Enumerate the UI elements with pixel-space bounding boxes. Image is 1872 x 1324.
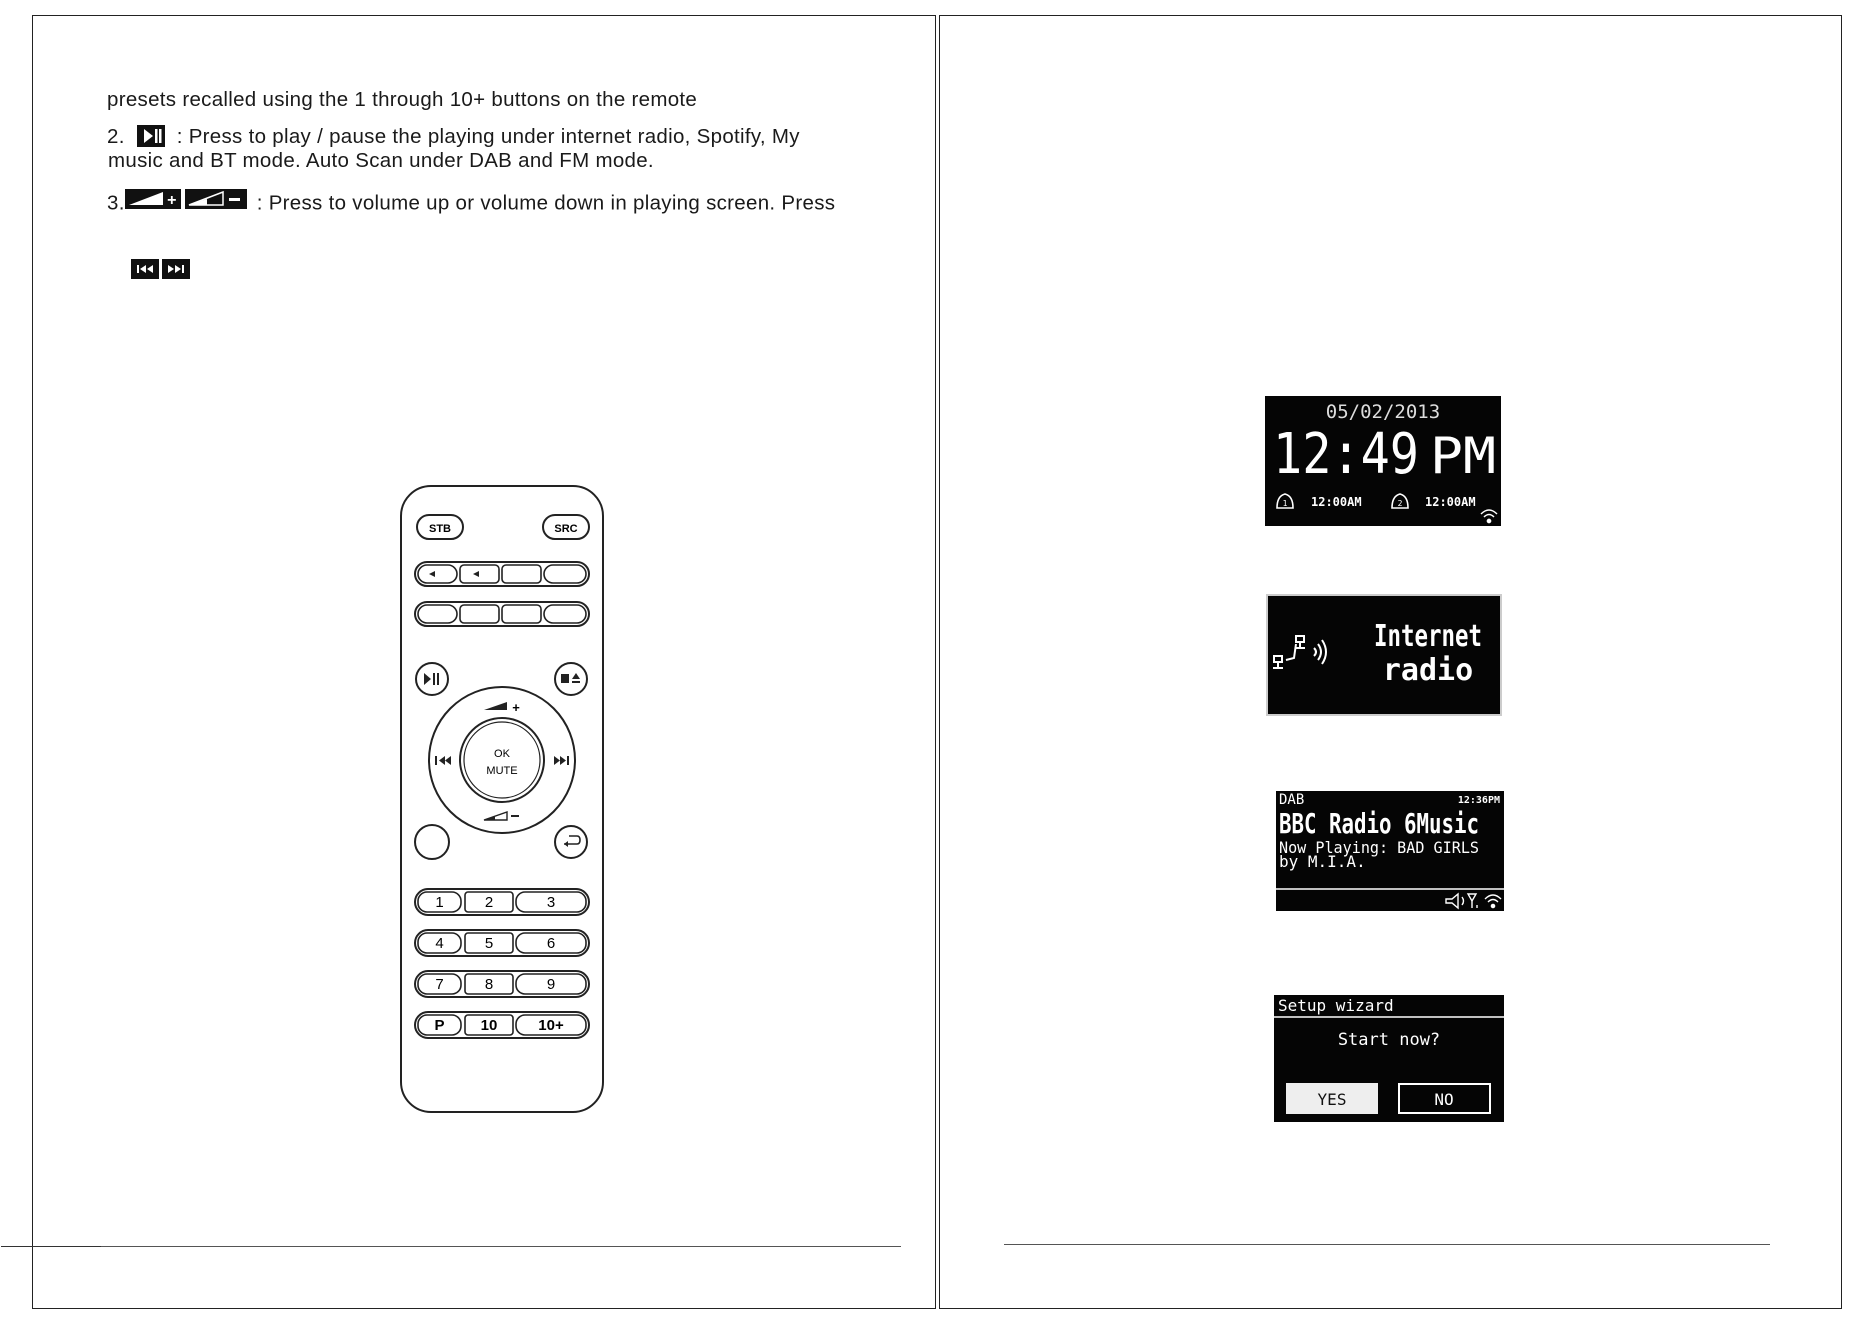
clock-date: 05/02/2013: [1325, 401, 1441, 423]
dab-display: [1276, 791, 1504, 911]
clock-display: [1265, 396, 1501, 526]
number-label-6: 7: [435, 976, 444, 993]
number-label-5: 6: [546, 935, 556, 952]
alarm2-time: 12:00AM: [1425, 495, 1476, 509]
dab-station: BBC Radio 6Music: [1279, 807, 1479, 840]
dab-clock: 12:36PM: [1457, 795, 1500, 806]
alarm1-icon: [1277, 494, 1293, 508]
number-label-0: 1: [435, 894, 444, 911]
play-pause-button: [416, 663, 448, 695]
row2-button-1: [418, 605, 457, 623]
row1-button-2: [460, 565, 499, 583]
row2-button-3: [502, 605, 541, 623]
number-label-2: 3: [546, 894, 556, 911]
svg-text:+: +: [512, 700, 520, 715]
speaker-icon: [1446, 894, 1464, 908]
no-label: NO: [1434, 1090, 1454, 1109]
item-number: 3.: [107, 191, 125, 215]
number-label-1: 2: [484, 894, 494, 911]
number-label-9: P: [434, 1017, 445, 1034]
alarm1-time: 12:00AM: [1311, 495, 1362, 509]
text-line-volume: [107, 190, 835, 218]
src-label: SRC: [554, 523, 578, 535]
alarm2-icon: [1392, 494, 1408, 508]
row2-button-2: [460, 605, 499, 623]
setup-wizard-display: [1274, 995, 1504, 1122]
stop-eject-button: [555, 663, 587, 695]
number-label-7: 8: [484, 976, 494, 993]
footer-rule: [101, 1246, 901, 1247]
back-button: [555, 826, 587, 858]
svg-text:2: 2: [1397, 499, 1403, 508]
row1-button-1: [418, 565, 457, 583]
clock-time: 12:49: [1273, 422, 1419, 487]
play-pause-icon: [137, 125, 165, 147]
text-line-play-pause: [107, 125, 800, 149]
play-pause-description: : Press to play / pause the playing under internet radio, Spotify, My: [176, 125, 800, 148]
internet-radio-display: [1266, 594, 1502, 716]
number-label-8: 9: [546, 976, 556, 993]
margin-rule: [1, 1246, 101, 1247]
dab-now-playing: Now Playing: BAD GIRLS: [1279, 838, 1479, 857]
volume-description: : Press to volume up or volume down in playing screen. Press: [256, 191, 836, 215]
wifi-icon: [1485, 895, 1501, 908]
internet-radio-line2: radio: [1382, 653, 1474, 688]
left-page: [32, 15, 936, 1309]
blank-round-button: [415, 825, 449, 859]
svg-text:1: 1: [1282, 499, 1288, 508]
clock-ampm: PM: [1430, 427, 1496, 485]
internet-radio-line1: Internet: [1374, 619, 1482, 654]
svg-text:+: +: [166, 192, 177, 209]
footer-rule: [1004, 1244, 1770, 1245]
ok-label: OK: [494, 748, 510, 760]
yes-label: YES: [1317, 1090, 1347, 1109]
dab-mode: DAB: [1279, 792, 1305, 808]
internet-radio-icon: [1273, 636, 1326, 668]
item-number: 2.: [107, 125, 125, 148]
volume-up-down-icon: [125, 188, 247, 210]
number-label-10: 10: [480, 1017, 498, 1034]
volume-icons: [125, 188, 247, 216]
number-label-4: 5: [484, 935, 494, 952]
row1-button-3: [502, 565, 541, 583]
text-line-presets: presets recalled using the 1 through 10+ buttons on the remote: [107, 88, 698, 111]
right-page: [939, 15, 1842, 1309]
stb-label: STB: [429, 523, 451, 535]
signal-icon: [1468, 894, 1477, 908]
wifi-icon: [1481, 510, 1497, 523]
setup-title: Setup wizard: [1278, 996, 1394, 1015]
remote-control: [399, 484, 605, 1139]
row2-button-4: [544, 605, 586, 623]
mute-label: MUTE: [486, 765, 518, 777]
number-label-3: 4: [435, 935, 444, 952]
dab-artist: by M.I.A.: [1279, 852, 1366, 871]
prev-next-icon: [131, 259, 191, 284]
row1-button-4: [544, 565, 586, 583]
setup-question: Start now?: [1337, 1030, 1441, 1050]
number-label-11: 10+: [538, 1017, 564, 1034]
text-line-auto-scan: music and BT mode. Auto Scan under DAB and FM mode.: [108, 149, 654, 172]
ok-mute-button: [460, 718, 544, 802]
